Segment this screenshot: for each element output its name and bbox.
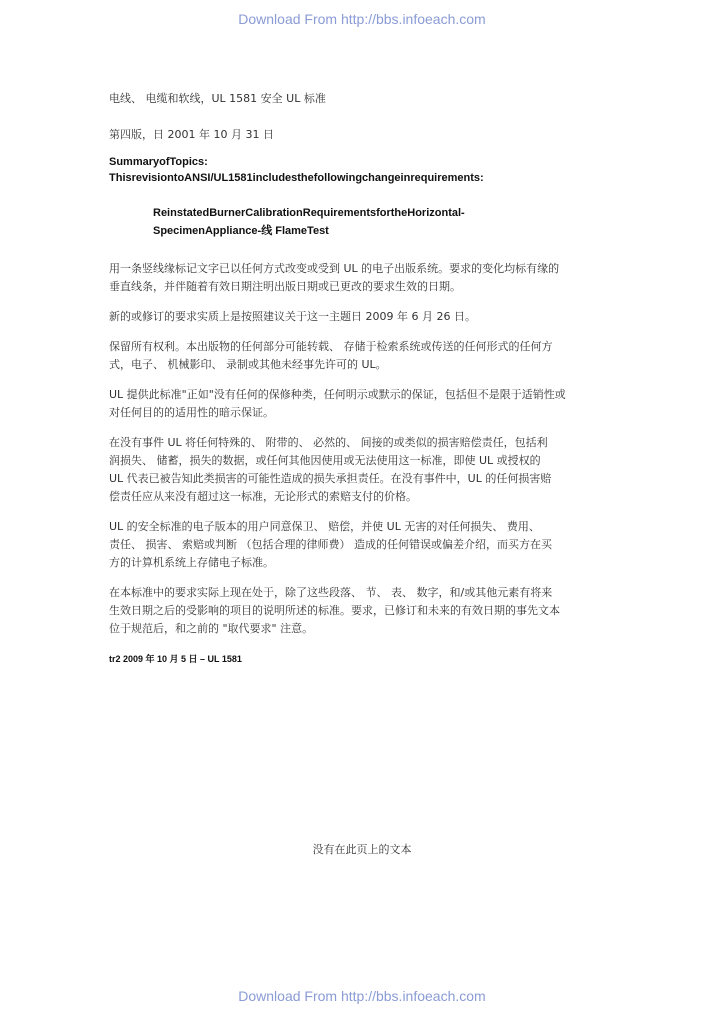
summary-heading: SummaryofTopics: [109, 156, 208, 168]
paragraph-line: 对任何目的的适用性的暗示保证。 [109, 406, 274, 419]
paragraph-line: UL 提供此标准"正如"没有任何的保修种类，任何明示或默示的保证，包括但不是限于适销性或 [109, 388, 566, 401]
watermark-top: Download From http://bbs.infoeach.com [238, 11, 486, 27]
page-reference: tr2 2009 年 10 月 5 日 – UL 1581 [109, 654, 242, 664]
paragraph-revision-marks [109, 260, 619, 296]
document-title: 电线、 电缆和软线，UL 1581 安全 UL 标准 [109, 92, 326, 105]
paragraph-line: 生效日期之后的受影响的项目的说明所述的标准。要求，已修订和未来的有效日期的事先文本 [109, 604, 560, 617]
watermark-bottom: Download From http://bbs.infoeach.com [238, 988, 486, 1004]
paragraph-line: 保留所有权利。本出版物的任何部分可能转载、 存储于检索系统或传送的任何形式的任何方 [109, 340, 553, 353]
change-item-line: ReinstatedBurnerCalibrationRequirementsfortheHorizontal- [153, 207, 465, 219]
paragraph-line: 新的或修订的要求实质上是按照建议关于这一主题日 2009 年 6 月 26 日。 [109, 310, 476, 323]
summary-intro: ThisrevisiontoANSI/UL1581includesthefollowingchangeinrequirements: [109, 172, 484, 184]
no-text-notice: 没有在此页上的文本 [312, 843, 412, 856]
paragraph-line: 用一条竖线缘标记文字已以任何方式改变或受到 UL 的电子出版系统。要求的变化均标有缘的 [109, 262, 560, 275]
paragraph-line: 在没有事件 UL 将任何特殊的、 附带的、 必然的、 间接的或类似的损害赔偿责任，包括利 [109, 436, 548, 449]
paragraph-line: UL 的安全标准的电子版本的用户同意保卫、 赔偿，并使 UL 无害的对任何损失、 费用、 [109, 520, 540, 533]
paragraph-liability [109, 434, 619, 506]
change-item [153, 204, 619, 240]
paragraph-as-is-warranty [109, 386, 619, 422]
paragraph-line: 位于规范后，和之前的 "取代要求" 注意。 [109, 622, 314, 635]
paragraph-line: UL 代表已被告知此类损害的可能性造成的损失承担责任。在没有事件中，UL 的任何损害赔 [109, 472, 552, 485]
paragraph-line: 偿责任应从来没有超过这一标准，无论形式的索赔支付的价格。 [109, 490, 417, 503]
edition-date: 第四版，日 2001 年 10 月 31 日 [109, 128, 274, 141]
paragraph-line: 责任、 损害、 索赔或判断 （包括合理的律师费） 造成的任何错误或偏差介绍，而买方在买 [109, 538, 552, 551]
paragraph-rights-reserved [109, 338, 619, 374]
summary-of-topics [109, 154, 619, 186]
paragraph-line: 在本标准中的要求实际上现在处于，除了这些段落、 节、 表、 数字，和/或其他元素有将来 [109, 586, 553, 599]
paragraph-indemnity [109, 518, 619, 572]
paragraph-effective-dates [109, 584, 619, 638]
paragraph-line: 方的计算机系统上存储电子标准。 [109, 556, 274, 569]
change-item-line: SpecimenAppliance-线 FlameTest [153, 225, 329, 237]
paragraph-proposal-date [109, 308, 619, 326]
document-body [109, 90, 619, 674]
paragraph-line: 润损失、 储蓄，损失的数据，或任何其他因使用或无法使用这一标准，即使 UL 或授权的 [109, 454, 541, 467]
paragraph-line: 式，电子、 机械影印、 录制或其他未经事先许可的 UL。 [109, 358, 387, 371]
paragraph-line: 垂直线条，并伴随着有效日期注明出版日期或已更改的要求生效的日期。 [109, 280, 461, 293]
